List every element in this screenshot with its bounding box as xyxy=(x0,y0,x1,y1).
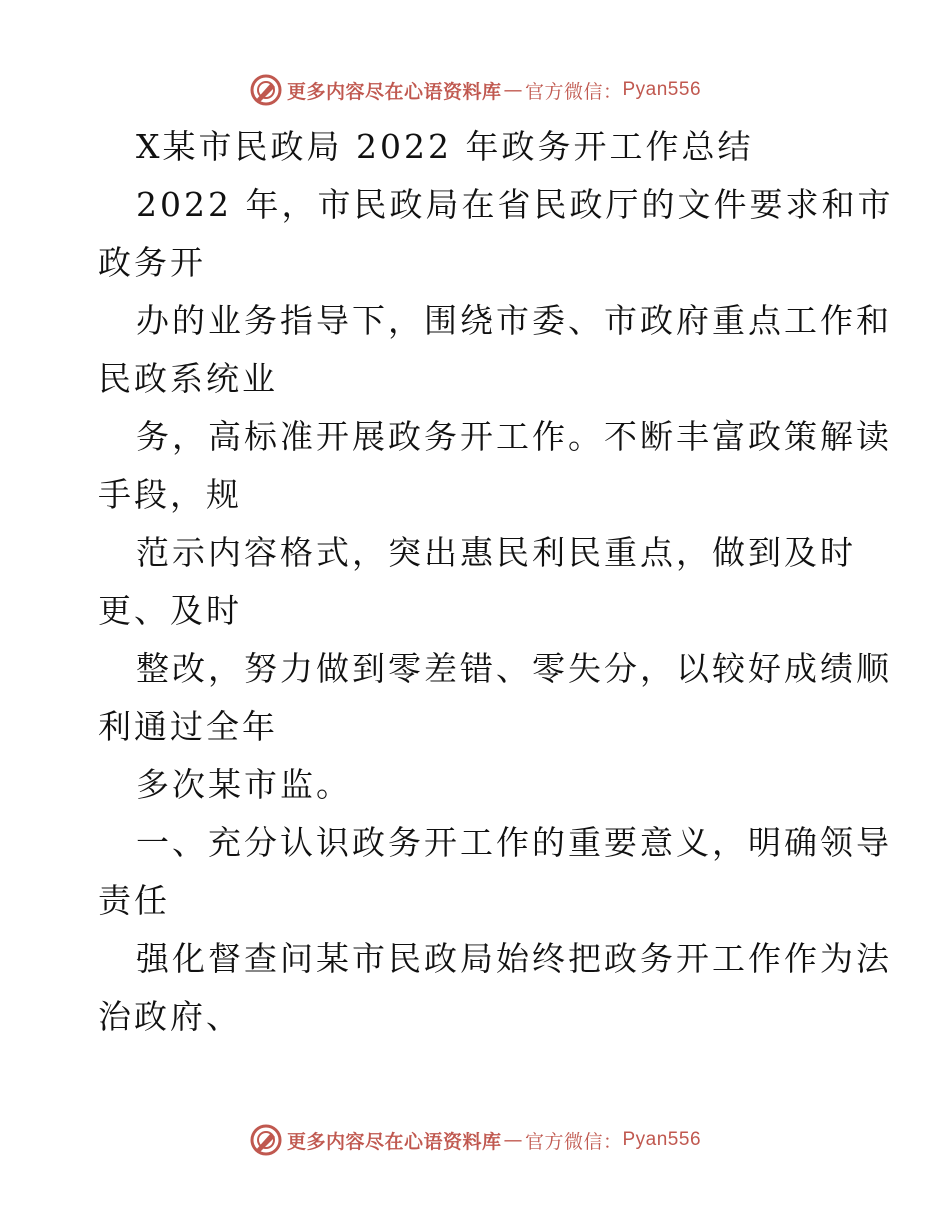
text-line: 办的业务指导下，围绕市委、市政府重点工作和 xyxy=(136,301,892,340)
watermark-wechat-label: 官方微信： xyxy=(524,80,623,103)
pen-logo-icon xyxy=(249,1123,283,1157)
text-line: 利通过全年 xyxy=(98,707,278,746)
text-line: 民政系统业 xyxy=(98,359,278,398)
text-line: 范示内容格式，突出惠民利民重点，做到及时 xyxy=(136,533,856,572)
pen-logo-icon xyxy=(249,73,283,107)
watermark-wechat-id: Pyan556 xyxy=(622,1129,702,1150)
document-title: X某市民政局 2022 年政务开工作总结 xyxy=(136,127,754,166)
text-line: 政务开 xyxy=(98,243,206,282)
text-line: 务，高标准开展政务开工作。不断丰富政策解读 xyxy=(136,417,892,456)
watermark-title: 更多内容尽在心语资料库 xyxy=(286,80,502,103)
text-line: 2022 年，市民政局在省民政厅的文件要求和市 xyxy=(136,185,894,224)
watermark-header xyxy=(0,70,950,110)
text-line: 责任 xyxy=(98,881,170,920)
watermark-dash: — xyxy=(503,79,523,101)
text-line: 治政府、 xyxy=(98,997,242,1036)
text-line: 更、及时 xyxy=(98,591,242,630)
section-heading: 一、充分认识政务开工作的重要意义，明确领导 xyxy=(136,823,892,862)
watermark-footer xyxy=(0,1120,950,1160)
watermark-wechat-label: 官方微信： xyxy=(524,1130,623,1153)
text-line: 手段，规 xyxy=(98,475,242,514)
document-body xyxy=(98,118,894,1046)
text-line: 强化督查问某市民政局始终把政务开工作作为法 xyxy=(136,939,892,978)
watermark-dash: — xyxy=(503,1129,523,1151)
text-line: 多次某市监。 xyxy=(136,765,352,804)
watermark-wechat-id: Pyan556 xyxy=(622,79,702,100)
text-line: 整改，努力做到零差错、零失分，以较好成绩顺 xyxy=(136,649,892,688)
watermark-title: 更多内容尽在心语资料库 xyxy=(286,1130,502,1153)
